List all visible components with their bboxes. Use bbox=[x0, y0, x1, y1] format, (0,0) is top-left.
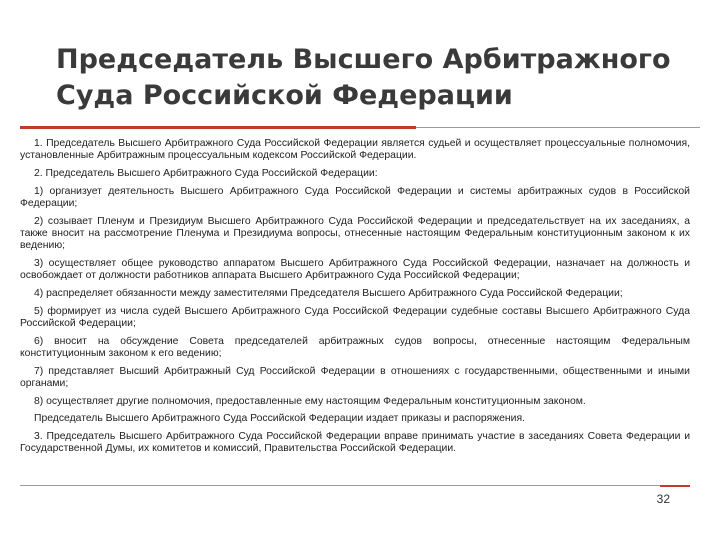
paragraph-11: Председатель Высшего Арбитражного Суда Российской Федерации издает приказы и распоряжения. bbox=[34, 413, 525, 425]
paragraph-9: 7) представляет Высший Арбитражный Суд Российской Федерации в отношениях с государственными, общественными и иными органами; bbox=[20, 365, 690, 389]
paragraph-10: 8) осуществляет другие полномочия, предоставленные ему настоящим Федеральным конституционным законом. bbox=[34, 395, 586, 407]
slide-title: Председатель Высшего Арбитражного Суда Российской Федерации bbox=[56, 44, 671, 111]
slide-body bbox=[20, 138, 690, 461]
paragraph-7: 5) формирует из числа судей Высшего Арбитражного Суда Российской Федерации судебные составы Высшего Арбитражного Суда Российской Федерации; bbox=[20, 305, 690, 329]
paragraph-1: 1. Председатель Высшего Арбитражного Суда Российской Федерации является судьей и осуществляет процессуальные полномочия, установленные Арбитражным процессуальным кодексом Российской Федерации. bbox=[20, 138, 690, 162]
title-accent-rule bbox=[20, 126, 416, 129]
paragraph-2: 2. Председатель Высшего Арбитражного Суда Российской Федерации: bbox=[34, 168, 378, 179]
paragraph-4: 2) созывает Пленум и Президиум Высшего Арбитражного Суда Российской Федерации и председательствует на их заседаниях, а также вносит на рассмотрение Пленума и Президиума вопросы, отнесенные настоящим Федеральным конституционным законом к их ведению; bbox=[20, 215, 690, 252]
paragraph-3: 1) организует деятельность Высшего Арбитражного Суда Российской Федерации и системы арбитражных судов в Российской Федерации; bbox=[20, 185, 690, 209]
footer-accent-rule bbox=[660, 485, 690, 487]
paragraph-12: 3. Председатель Высшего Арбитражного Суда Российской Федерации вправе принимать участие в заседаниях Совета Федерации и Государственной Думы, их комитетов и комиссий, Правительства Российской Федерации. bbox=[20, 430, 690, 455]
page-number: 32 bbox=[656, 492, 670, 506]
paragraph-6: 4) распределяет обязанности между заместителями Председателя Высшего Арбитражного Суда Российской Федерации; bbox=[34, 288, 623, 299]
title-divider-rule bbox=[416, 127, 700, 128]
footer-rule bbox=[20, 485, 690, 486]
paragraph-8: 6) вносит на обсуждение Совета председателей арбитражных судов вопросы, отнесенные настоящим Федеральным конституционным законом к его ведению; bbox=[20, 335, 690, 359]
paragraph-5: 3) осуществляет общее руководство аппаратом Высшего Арбитражного Суда Российской Федерации, назначает на должность и освобождает от должности работников аппарата Высшего Арбитражного Суда Российской Федерации; bbox=[20, 258, 690, 282]
